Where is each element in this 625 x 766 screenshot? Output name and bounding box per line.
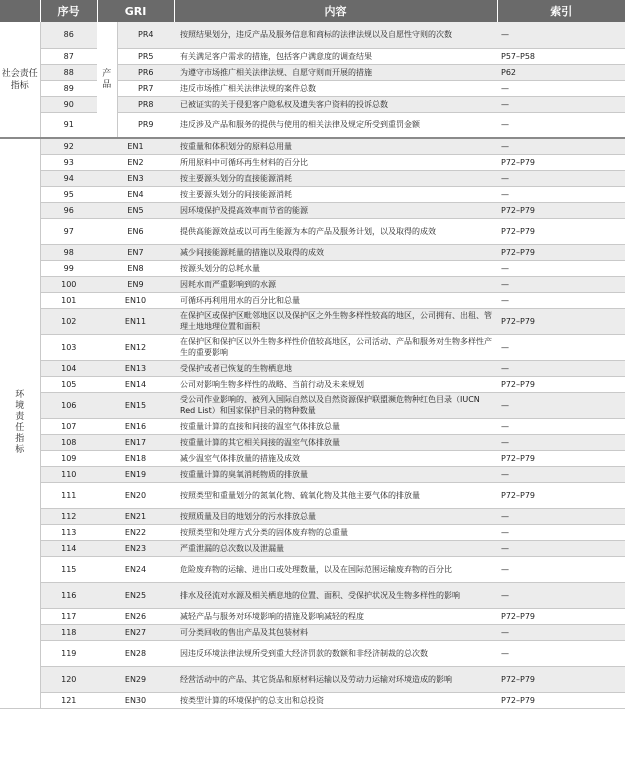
cell-seq: 93 [40, 154, 97, 170]
table-row [0, 482, 625, 508]
cell-content: 受公司作业影响的、被列入国际自然以及自然资源保护联盟濒危物种红色目录（IUCN Red List）和国家保护目录的物种数量 [174, 392, 497, 418]
cell-gri: EN25 [97, 582, 174, 608]
cell-seq: 121 [40, 692, 97, 708]
cell-index: P72–P79 [497, 308, 625, 334]
table-row [0, 608, 625, 624]
cell-gri: EN21 [97, 508, 174, 524]
table-row [0, 508, 625, 524]
cell-gri: EN17 [97, 434, 174, 450]
cell-index: — [497, 292, 625, 308]
cell-content: 严重泄漏的总次数以及泄漏量 [174, 540, 497, 556]
table-row [0, 138, 625, 154]
cell-seq: 105 [40, 376, 97, 392]
cell-index: — [497, 418, 625, 434]
cell-index: P72–P79 [497, 244, 625, 260]
cell-seq: 120 [40, 666, 97, 692]
cell-gri: EN29 [97, 666, 174, 692]
table-row [0, 640, 625, 666]
cell-content: 按源头划分的总耗水量 [174, 260, 497, 276]
table-row [0, 582, 625, 608]
cell-seq: 111 [40, 482, 97, 508]
cell-content: 因违反环境法律法规所受到重大经济罚款的数额和非经济制裁的总次数 [174, 640, 497, 666]
cell-gri: EN24 [97, 556, 174, 582]
table-row [0, 418, 625, 434]
cell-content: 按照质量及目的地划分的污水排放总量 [174, 508, 497, 524]
cell-index: P72–P79 [497, 666, 625, 692]
section-label-environment [0, 138, 40, 708]
cell-content: 可分类回收的售出产品及其包装材料 [174, 624, 497, 640]
cell-content: 减轻产品与服务对环境影响的措施及影响减轻的程度 [174, 608, 497, 624]
cell-index: — [497, 640, 625, 666]
table-body [0, 22, 625, 708]
cell-gri: EN10 [97, 292, 174, 308]
cell-content: 按重量计算的直接和间接的温室气体排放总量 [174, 418, 497, 434]
cell-content: 经营活动中的产品、其它货品和原材料运输以及劳动力运输对环境造成的影响 [174, 666, 497, 692]
cell-content: 已被证实的关于侵犯客户隐私权及遗失客户资料的投诉总数 [174, 96, 497, 112]
cell-index: — [497, 540, 625, 556]
cell-index: P72–P79 [497, 692, 625, 708]
cell-content: 可循环再利用用水的百分比和总量 [174, 292, 497, 308]
table-row [0, 666, 625, 692]
cell-content: 受保护或者已恢复的生物栖息地 [174, 360, 497, 376]
cell-gri: EN5 [97, 202, 174, 218]
cell-index: P72–P79 [497, 218, 625, 244]
cell-index: — [497, 524, 625, 540]
cell-gri: EN8 [97, 260, 174, 276]
cell-seq: 97 [40, 218, 97, 244]
cell-gri: EN18 [97, 450, 174, 466]
cell-index: P72–P79 [497, 608, 625, 624]
table-row [0, 376, 625, 392]
cell-seq: 100 [40, 276, 97, 292]
cell-seq: 88 [40, 64, 97, 80]
cell-gri: EN11 [97, 308, 174, 334]
header-content: 内容 [174, 0, 497, 22]
cell-content: 为遵守市场推广相关法律法规、自愿守则而开展的措施 [174, 64, 497, 80]
cell-seq: 92 [40, 138, 97, 154]
table-row [0, 392, 625, 418]
cell-index: — [497, 582, 625, 608]
table-row [0, 556, 625, 582]
table-row [0, 244, 625, 260]
cell-gri: EN9 [97, 276, 174, 292]
cell-seq: 114 [40, 540, 97, 556]
cell-index: P57–P58 [497, 48, 625, 64]
cell-seq: 112 [40, 508, 97, 524]
cell-seq: 94 [40, 170, 97, 186]
cell-content: 公司对影响生物多样性的战略、当前行动及未来规划 [174, 376, 497, 392]
table-row [0, 96, 625, 112]
table-row [0, 112, 625, 138]
header-seq: 序号 [40, 0, 97, 22]
section-label-social [0, 22, 40, 138]
table-row [0, 218, 625, 244]
cell-content: 排水及径流对水源及相关栖息地的位置、面积、受保护状况及生物多样性的影响 [174, 582, 497, 608]
table-row [0, 202, 625, 218]
cell-gri: EN12 [97, 334, 174, 360]
cell-content: 所用原料中可循环再生材料的百分比 [174, 154, 497, 170]
table-row [0, 22, 625, 48]
cell-index: — [497, 276, 625, 292]
cell-index: — [497, 556, 625, 582]
table-row [0, 260, 625, 276]
cell-content: 因环境保护及提高效率而节省的能源 [174, 202, 497, 218]
table-row [0, 154, 625, 170]
cell-seq: 107 [40, 418, 97, 434]
table-row [0, 450, 625, 466]
cell-seq: 115 [40, 556, 97, 582]
cell-gri: EN28 [97, 640, 174, 666]
cell-seq: 116 [40, 582, 97, 608]
cell-index: — [497, 260, 625, 276]
table-row [0, 80, 625, 96]
cell-index: P72–P79 [497, 376, 625, 392]
table-row [0, 624, 625, 640]
cell-gri: EN4 [97, 186, 174, 202]
cell-content: 按主要源头划分的间接能源消耗 [174, 186, 497, 202]
cell-content: 减少温室气体排放量的措施及成效 [174, 450, 497, 466]
cell-gri: EN16 [97, 418, 174, 434]
cell-content: 危险废弃物的运输、进出口或处理数量，以及在国际范围运输废弃物的百分比 [174, 556, 497, 582]
cell-index: — [497, 22, 625, 48]
cell-gri: EN23 [97, 540, 174, 556]
cell-content: 按重量和体积划分的原料总用量 [174, 138, 497, 154]
cell-index: P72–P79 [497, 154, 625, 170]
cell-index: — [497, 624, 625, 640]
table-row [0, 276, 625, 292]
section-label-social-text: 社会责任指标 [1, 68, 38, 91]
table-row [0, 524, 625, 540]
cell-gri: EN27 [97, 624, 174, 640]
cell-seq: 104 [40, 360, 97, 376]
table-row [0, 540, 625, 556]
header-index: 索引 [497, 0, 625, 22]
cell-index: — [497, 508, 625, 524]
cell-gri: PR8 [117, 96, 174, 112]
table-row [0, 64, 625, 80]
cell-gri: EN15 [97, 392, 174, 418]
cell-index: — [497, 170, 625, 186]
cell-content: 按重量计算的其它相关间接的温室气体排放量 [174, 434, 497, 450]
cell-seq: 109 [40, 450, 97, 466]
cell-index: — [497, 80, 625, 96]
cell-seq: 96 [40, 202, 97, 218]
table-row [0, 308, 625, 334]
table-row [0, 466, 625, 482]
table-row [0, 170, 625, 186]
cell-gri: PR4 [117, 22, 174, 48]
cell-gri: EN19 [97, 466, 174, 482]
cell-index: — [497, 360, 625, 376]
cell-index: — [497, 334, 625, 360]
cell-content: 违反涉及产品和服务的提供与使用的相关法律及规定所受到重罚金额 [174, 112, 497, 138]
cell-index: — [497, 434, 625, 450]
cell-content: 提供高能源效益或以可再生能源为本的产品及服务计划，以及取得的成效 [174, 218, 497, 244]
header-gri: GRI [97, 0, 174, 22]
table-header-row [0, 0, 625, 22]
cell-seq: 102 [40, 308, 97, 334]
cell-gri: EN2 [97, 154, 174, 170]
cell-gri: EN3 [97, 170, 174, 186]
cell-seq: 118 [40, 624, 97, 640]
cell-content: 按照类型和处理方式分类的固体废弃物的总重量 [174, 524, 497, 540]
cell-seq: 103 [40, 334, 97, 360]
table-row [0, 186, 625, 202]
cell-content: 因耗水而严重影响到的水源 [174, 276, 497, 292]
cell-index: P72–P79 [497, 450, 625, 466]
cell-gri: EN30 [97, 692, 174, 708]
cell-content: 减少间接能源耗量的措施以及取得的成效 [174, 244, 497, 260]
cell-content: 有关满足客户需求的措施，包括客户满意度的调查结果 [174, 48, 497, 64]
cell-seq: 86 [40, 22, 97, 48]
cell-seq: 117 [40, 608, 97, 624]
cell-gri: PR9 [117, 112, 174, 138]
cell-content: 按类型计算的环境保护的总支出和总投资 [174, 692, 497, 708]
cell-seq: 101 [40, 292, 97, 308]
table-row [0, 292, 625, 308]
cell-seq: 87 [40, 48, 97, 64]
cell-index: P62 [497, 64, 625, 80]
cell-seq: 91 [40, 112, 97, 138]
table-row [0, 48, 625, 64]
cell-index: — [497, 138, 625, 154]
cell-seq: 119 [40, 640, 97, 666]
subsection-label-product [97, 22, 117, 138]
cell-seq: 108 [40, 434, 97, 450]
cell-content: 按照结果划分，违反产品及服务信息和商标的法律法规以及自愿性守则的次数 [174, 22, 497, 48]
cell-index: — [497, 96, 625, 112]
cell-seq: 99 [40, 260, 97, 276]
subsection-label-product-text: 产品 [102, 68, 112, 90]
cell-gri: EN7 [97, 244, 174, 260]
cell-gri: EN6 [97, 218, 174, 244]
cell-gri: EN1 [97, 138, 174, 154]
cell-content: 按主要源头划分的直接能源消耗 [174, 170, 497, 186]
table-row [0, 434, 625, 450]
header-blank [0, 0, 40, 22]
cell-content: 按照类型和重量划分的氮氧化物、硫氧化物及其他主要气体的排放量 [174, 482, 497, 508]
cell-index: — [497, 112, 625, 138]
cell-gri: EN22 [97, 524, 174, 540]
cell-index: — [497, 466, 625, 482]
cell-index: — [497, 392, 625, 418]
cell-content: 按重量计算的臭氧消耗物质的排放量 [174, 466, 497, 482]
cell-gri: PR5 [117, 48, 174, 64]
cell-seq: 90 [40, 96, 97, 112]
cell-seq: 98 [40, 244, 97, 260]
section-label-environment-text: 环境责任指标 [15, 390, 25, 456]
cell-gri: PR7 [117, 80, 174, 96]
cell-content: 在保护区或保护区毗邻地区以及保护区之外生物多样性较高的地区，公司拥有、出租、管理土地地理位置和面积 [174, 308, 497, 334]
cell-seq: 110 [40, 466, 97, 482]
cell-content: 违反市场推广相关法律法规的案件总数 [174, 80, 497, 96]
cell-index: P72–P79 [497, 482, 625, 508]
cell-seq: 95 [40, 186, 97, 202]
cell-gri: EN26 [97, 608, 174, 624]
cell-index: P72–P79 [497, 202, 625, 218]
table-row [0, 334, 625, 360]
table-row [0, 360, 625, 376]
cell-index: — [497, 186, 625, 202]
table-row [0, 692, 625, 708]
cell-gri: EN13 [97, 360, 174, 376]
cell-gri: PR6 [117, 64, 174, 80]
cell-seq: 113 [40, 524, 97, 540]
cell-seq: 106 [40, 392, 97, 418]
cell-seq: 89 [40, 80, 97, 96]
cell-content: 在保护区和保护区以外生物多样性价值较高地区，公司活动、产品和服务对生物多样性产生的重要影响 [174, 334, 497, 360]
cell-gri: EN14 [97, 376, 174, 392]
cell-gri: EN20 [97, 482, 174, 508]
